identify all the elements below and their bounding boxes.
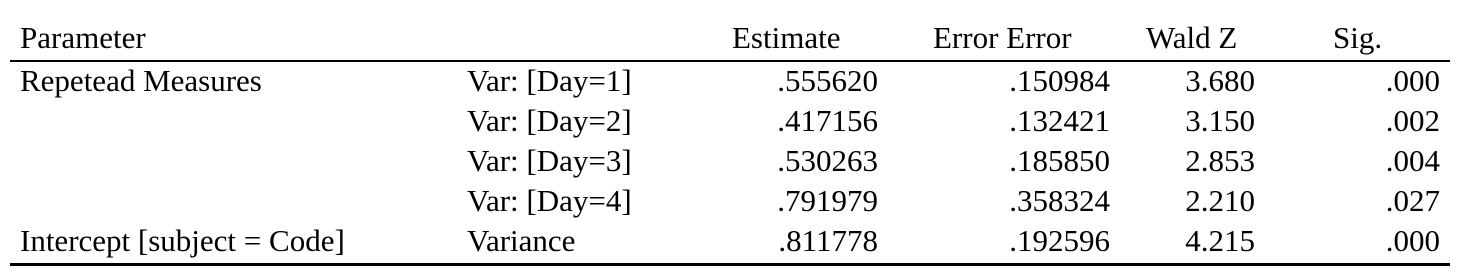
row-parameter: Repetead Measures [20, 63, 262, 98]
row-parameter: Intercept [subject = Code] [20, 223, 345, 258]
header-parameter: Parameter [20, 20, 146, 55]
row-subparameter: Var: [Day=3] [467, 143, 632, 178]
row-error: .358324 [1009, 183, 1110, 218]
row-error: .132421 [1009, 103, 1110, 138]
header-wald-z: Wald Z [1146, 20, 1238, 55]
row-subparameter: Var: [Day=1] [467, 63, 632, 98]
row-sig: .000 [1385, 223, 1440, 258]
table-bottom-rule [10, 263, 1450, 266]
row-estimate: .530263 [777, 143, 878, 178]
row-wald-z: 3.680 [1185, 63, 1255, 98]
row-estimate: .417156 [777, 103, 878, 138]
header-sig: Sig. [1333, 20, 1383, 55]
row-wald-z: 4.215 [1185, 223, 1255, 258]
row-wald-z: 2.210 [1185, 183, 1255, 218]
row-error: .192596 [1009, 223, 1110, 258]
row-estimate: .791979 [777, 183, 878, 218]
row-sig: .002 [1385, 103, 1440, 138]
row-subparameter: Variance [467, 223, 576, 258]
row-error: .185850 [1009, 143, 1110, 178]
row-wald-z: 2.853 [1185, 143, 1255, 178]
row-estimate: .555620 [777, 63, 878, 98]
row-sig: .004 [1385, 143, 1440, 178]
row-error: .150984 [1009, 63, 1110, 98]
row-subparameter: Var: [Day=4] [467, 183, 632, 218]
row-estimate: .811778 [778, 223, 878, 258]
covariance-parameters-table [10, 0, 1450, 272]
row-wald-z: 3.150 [1185, 103, 1255, 138]
row-subparameter: Var: [Day=2] [467, 103, 632, 138]
header-estimate: Estimate [732, 20, 841, 55]
header-error: Error Error [933, 20, 1072, 55]
row-sig: .027 [1385, 183, 1440, 218]
row-sig: .000 [1385, 63, 1440, 98]
